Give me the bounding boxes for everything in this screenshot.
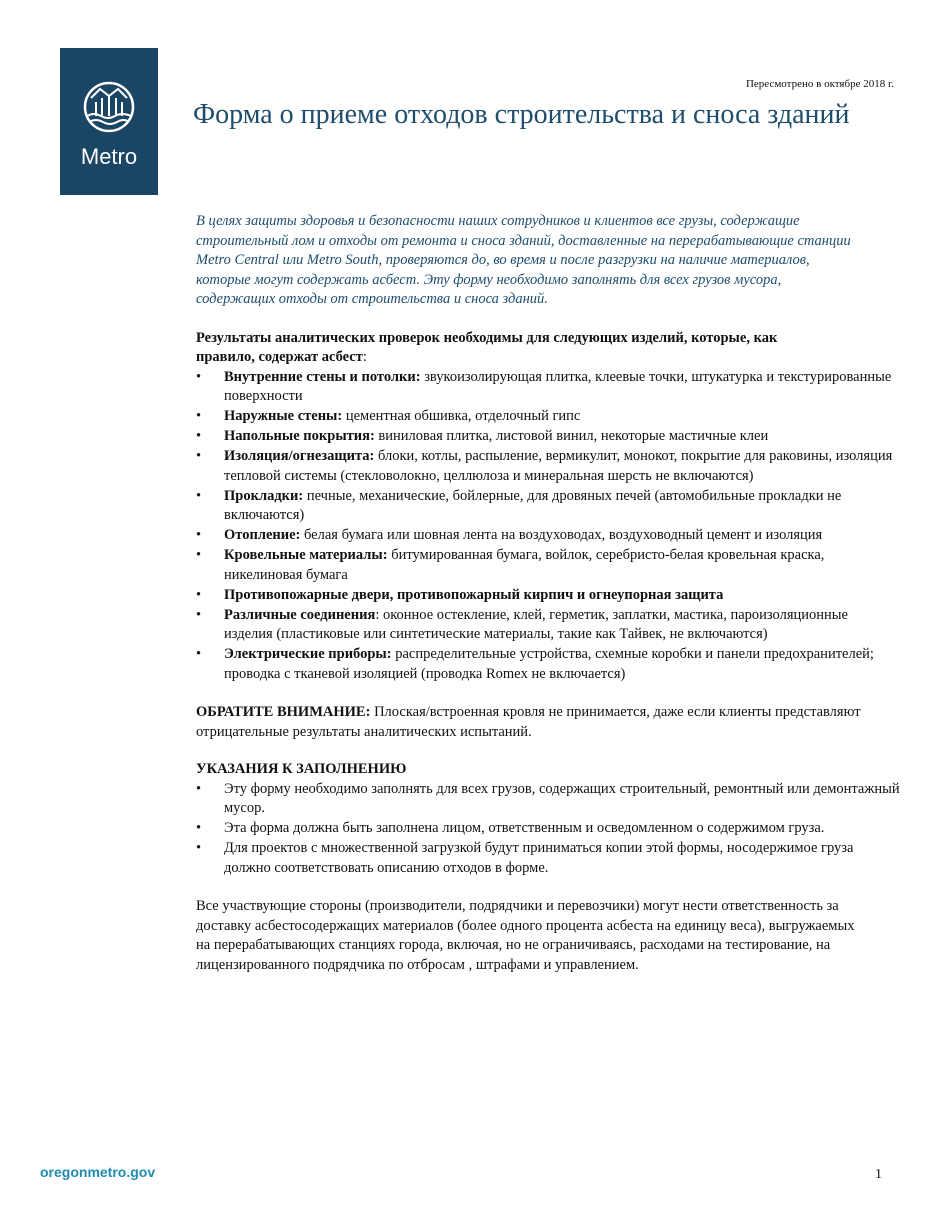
intro-stations: Metro Central или Metro South [196, 252, 379, 268]
list-item: • Электрические приборы: распределительные устройства, схемные коробки и панели предохранителей; проводка с тканевой изоляцией (проводка Romex не включается) [196, 645, 900, 684]
list-item: • Наружные стены: цементная обшивка, отделочный гипс [196, 407, 900, 427]
requirements-heading: Результаты аналитических проверок необходимы для следующих изделий, которые, как правило, содержат асбест: [196, 329, 778, 365]
list-item: • Прокладки: печные, механические, бойлерные, для дровяных печей (автомобильные прокладки не включаются) [196, 487, 900, 526]
liability-paragraph: Все участвующие стороны (производители, подрядчики и перевозчики) могут нести ответственность за доставку асбестосодержащих материалов (более одного процента асбеста на единицу веса), выгружаемых на перерабатывающих станциях города, включая, но не ограничиваясь, расходами на тестирование, на лицензированного подрядчика по отбросам , штрафами и управлением. [196, 898, 855, 973]
page-number: 1 [875, 1167, 882, 1182]
attention-note: ОБРАТИТЕ ВНИМАНИЕ: Плоская/встроенная кровля не принимается, даже если клиенты представляют отрицательные результаты аналитических испытаний. [196, 704, 861, 740]
document-body [196, 212, 900, 975]
intro-text-1: В целях защиты здоровья и безопасности наших сотрудников и клиентов все грузы, содержащие строительный лом и отходы от ремонта и сноса зданий, доставленные на перерабатывающие станции [196, 213, 851, 249]
requirements-list [196, 368, 900, 685]
list-item: • Эта форма должна быть заполнена лицом, ответственным и осведомленном о содержимом груза. [196, 819, 900, 839]
metro-logo [60, 48, 158, 195]
list-item: • Противопожарные двери, противопожарный кирпич и огнеупорная защита [196, 586, 900, 606]
intro-paragraph [196, 212, 856, 310]
list-item: • Изоляция/огнезащита: блоки, котлы, распыление, вермикулит, монокот, покрытие для раковины, изоляция тепловой системы (стекловолокно, целлюлоза и минеральная шерсть не включаются) [196, 447, 900, 486]
instructions-heading: УКАЗАНИЯ К ЗАПОЛНЕНИЮ [196, 761, 407, 777]
list-item: • Для проектов с множественной загрузкой будут приниматься копии этой формы, носодержимое груза должно соответствовать описанию отходов в форме. [196, 839, 900, 878]
revision-date: Пересмотрено в октябре 2018 г. [745, 78, 894, 90]
list-item: • Отопление: белая бумага или шовная лента на воздуховодах, воздуховодный цемент и изоляция [196, 526, 900, 546]
list-item: • Различные соединения: оконное остекление, клей, герметик, заплатки, мастика, пароизоляционные изделия (пластиковые или синтетические материалы, такие как Тайвек, не включаются) [196, 606, 900, 645]
footer-website-link[interactable]: oregonmetro.gov [40, 1164, 156, 1180]
intro-text-2: , проверяются до, во время и после разгрузки на наличие материалов, которые могут содержать асбест. Эту форму необходимо заполнять для всех грузов мусора, содержащих отходы от строительства и сноса зданий. [196, 252, 810, 307]
list-item: • Внутренние стены и потолки: звукоизолирующая плитка, клеевые точки, штукатурка и текстурированные поверхности [196, 368, 900, 407]
page-title: Форма о приеме отходов строительства и сноса зданий [193, 99, 850, 130]
list-item: • Напольные покрытия: виниловая плитка, листовой винил, некоторые мастичные клеи [196, 427, 900, 447]
logo-text: Metro [80, 144, 138, 169]
list-item: • Эту форму необходимо заполнять для всех грузов, содержащих строительный, ремонтный или демонтажный мусор. [196, 780, 900, 819]
instructions-list [196, 780, 900, 879]
metro-emblem-icon [82, 78, 136, 136]
list-item: • Кровельные материалы: битумированная бумага, войлок, серебристо-белая кровельная краска, никелиновая бумага [196, 546, 900, 585]
